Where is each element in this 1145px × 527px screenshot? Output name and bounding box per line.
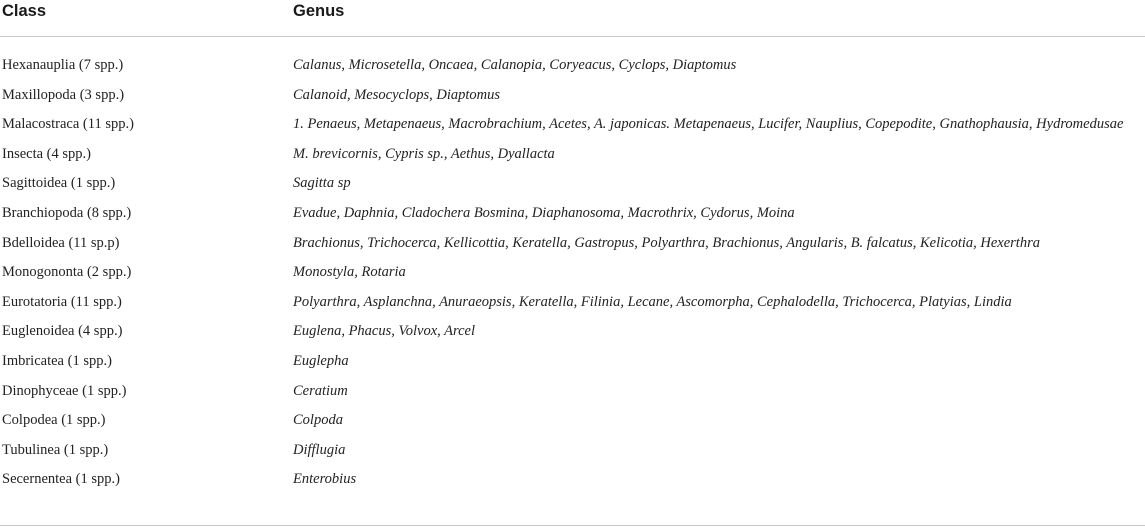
table-row bbox=[0, 114, 1145, 144]
class-cell: Imbricatea (1 spp.) bbox=[2, 352, 112, 369]
table-row bbox=[0, 262, 1145, 292]
table-row bbox=[0, 351, 1145, 381]
class-cell: Branchiopoda (8 spp.) bbox=[2, 204, 132, 221]
table-header-row bbox=[0, 0, 1145, 37]
class-cell: Insecta (4 spp.) bbox=[2, 145, 91, 162]
class-cell: Eurotatoria (11 spp.) bbox=[2, 293, 122, 310]
genus-cell: Evadue, Daphnia, Cladochera Bosmina, Diaphanosoma, Macrothrix, Cydorus, Moina bbox=[293, 204, 795, 221]
class-cell: Colpodea (1 spp.) bbox=[2, 412, 106, 429]
table-row bbox=[0, 173, 1145, 203]
table-row bbox=[0, 381, 1145, 411]
table-row bbox=[0, 292, 1145, 322]
genus-cell: Sagitta sp bbox=[293, 175, 351, 192]
genus-cell: Brachionus, Trichocerca, Kellicottia, Keratella, Gastropus, Polyarthra, Brachionus, Angularis, B. falcatus, Kelicotia, Hexerthra bbox=[293, 234, 1040, 251]
column-header-genus: Genus bbox=[282, 0, 1145, 37]
genus-cell: 1. Penaeus, Metapenaeus, Macrobrachium, Acetes, A. japonicas. Metapenaeus, Lucifer, Nauplius, Copepodite, Gnathophausia, Hydromedusae bbox=[293, 116, 1124, 133]
table-row bbox=[0, 410, 1145, 440]
class-cell: Tubulinea (1 spp.) bbox=[2, 441, 109, 458]
genus-cell: Euglepha bbox=[293, 352, 349, 369]
genus-cell: Euglena, Phacus, Volvox, Arcel bbox=[293, 323, 476, 340]
table-row bbox=[0, 469, 1145, 495]
genus-cell: Ceratium bbox=[293, 382, 348, 399]
class-cell: Monogononta (2 spp.) bbox=[2, 264, 132, 281]
genus-cell: Monostyla, Rotaria bbox=[293, 264, 406, 281]
table-bottom-rule bbox=[0, 525, 1145, 526]
class-cell: Maxillopoda (3 spp.) bbox=[2, 86, 125, 103]
table-row bbox=[0, 85, 1145, 115]
class-cell: Euglenoidea (4 spp.) bbox=[2, 323, 123, 340]
class-cell: Dinophyceae (1 spp.) bbox=[2, 382, 127, 399]
genus-cell: Polyarthra, Asplanchna, Anuraeopsis, Keratella, Filinia, Lecane, Ascomorpha, Cephalodella, Trichocerca, Platyias, Lindia bbox=[293, 293, 1012, 310]
class-cell: Secernentea (1 spp.) bbox=[2, 471, 120, 488]
genus-cell: Colpoda bbox=[293, 412, 343, 429]
genus-cell: Difflugia bbox=[293, 441, 346, 458]
genus-cell: Calanus, Microsetella, Oncaea, Calanopia, Coryeacus, Cyclops, Diaptomus bbox=[293, 57, 737, 73]
column-header-class: Class bbox=[0, 0, 282, 37]
table-row bbox=[0, 203, 1145, 233]
genus-cell: Calanoid, Mesocyclops, Diaptomus bbox=[293, 86, 501, 103]
class-cell: Bdelloidea (11 sp.p) bbox=[2, 234, 120, 251]
class-cell: Sagittoidea (1 spp.) bbox=[2, 175, 116, 192]
table-row bbox=[0, 233, 1145, 263]
genus-cell: M. brevicornis, Cypris sp., Aethus, Dyallacta bbox=[293, 145, 555, 162]
table-row bbox=[0, 440, 1145, 470]
genus-cell: Enterobius bbox=[293, 471, 357, 488]
class-cell: Malacostraca (11 spp.) bbox=[2, 116, 134, 133]
class-cell: Hexanauplia (7 spp.) bbox=[2, 57, 124, 73]
table-row bbox=[0, 321, 1145, 351]
table-row bbox=[0, 37, 1145, 85]
table-row bbox=[0, 144, 1145, 174]
